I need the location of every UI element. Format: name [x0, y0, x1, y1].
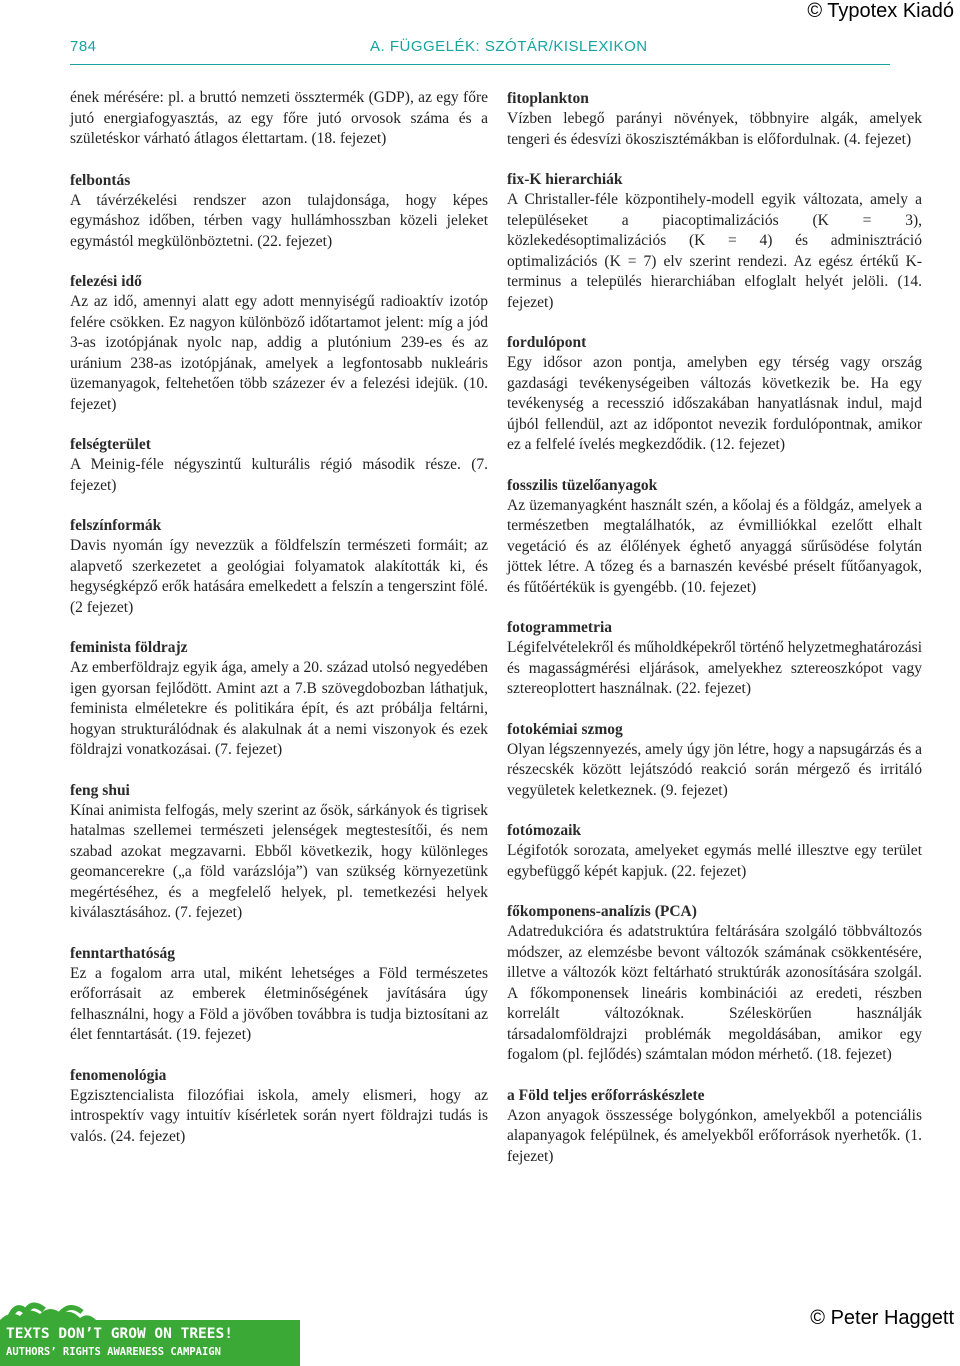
- glossary-entry: [507, 719, 922, 802]
- entry-definition: Az üzemanyagként használt szén, a kőolaj és a földgáz, amelyek a természetben megtalálhatók, az évmilliókkal ezelőtt elhalt vegetáció és az élőlények éghető anyaggá sűrűsödése folytán jöttek létre. A tőzeg és a barnaszén kevésbé préselt fűtőanyagok, és fűtőértékük is gyengébb. (10. fejezet): [507, 496, 922, 596]
- entry-term: fenntarthatóság: [70, 944, 176, 962]
- glossary-entry: [507, 1085, 922, 1168]
- page-header: [70, 36, 890, 65]
- entry-definition: ének mérésére: pl. a bruttó nemzeti össztermék (GDP), az egy főre jutó energiafogyasztás, az egy főre jutó orvosok száma és a születéskor várható átlagos élettartam. (18. fejezet): [70, 89, 488, 147]
- entry-definition: Olyan légszennyezés, amely úgy jön létre, hogy a napsugárzás és a részecskék között lejátszódó reakció során mérgező és irritáló vegyületek keletkeznek. (9. fejezet): [507, 740, 922, 799]
- glossary-entry: [70, 271, 488, 415]
- entry-term: felségterület: [70, 436, 151, 453]
- copyright-notice-bottom: © Peter Haggett: [810, 1307, 954, 1329]
- entry-term: fordulópont: [507, 334, 587, 351]
- entry-term: a Föld teljes erőforráskészlete: [507, 1086, 705, 1104]
- entry-definition: A Meinig-féle négyszintű kulturális régió második része. (7. fejezet): [70, 456, 488, 494]
- glossary-entry: [507, 820, 922, 882]
- entry-term: feminista földrajz: [70, 639, 188, 656]
- entry-term: fitoplankton: [507, 90, 589, 107]
- entry-term: fotogrammetria: [507, 619, 613, 636]
- glossary-entry: [507, 169, 922, 313]
- entry-definition: Vízben lebegő parányi növények, többnyire algák, amelyek tengeri és édesvízi ökoszisztémákban is előfordulnak. (4. fejezet): [507, 110, 922, 148]
- right-column: [507, 88, 922, 1186]
- entry-term: felezési idő: [70, 273, 142, 290]
- glossary-entry: [70, 780, 488, 924]
- entry-term: fenomenológia: [70, 1066, 167, 1084]
- page-number: 784: [70, 38, 97, 55]
- glossary-entry: [507, 88, 922, 150]
- glossary-entry: [70, 943, 488, 1046]
- entry-definition: Az az idő, amennyi alatt egy adott mennyiségű radioaktív izotóp felére csökken. Ez nagyon különböző időtartamot jelent: míg a jód 3-as izotópjának nyolc nap, addig a plutónium 239-es és az uránium 238-as izotópjának, amelyek a legfontosabb nukleáris üzemanyagok, feltehetően több százezer év a felezési idejük. (10. fejezet): [70, 293, 488, 413]
- entry-term: felszínformák: [70, 517, 162, 534]
- entry-definition: Adatredukcióra és adatstruktúra feltárására szolgáló többváltozós módszer, az elemzésbe bevont változók számának csökkentésére, illetve a változók közt feltárható struktúrák azonosítására szolgál. A főkomponensek lineáris kombinációi az eredeti, részben korrelált változóknak. Széleskörűen használják társadalomföldrajzi problémák megoldásában, amikor egy fogalom (pl. fejlődés) számtalan módon mérhető. (18. fejezet): [507, 923, 922, 1063]
- entry-definition: Davis nyomán így nevezzük a földfelszín természeti formáit; az alapvető szerkezetet a geológiai folyamatok alakították ki, és hegységképző erők hatására emelkedett a felszín a tengerszint fölé. (2 fejezet): [70, 537, 488, 616]
- entry-definition: Az emberföldrajz egyik ága, amely a 20. század utolsó negyedében igen gyorsan fejlődött. Amint azt a 7.B szövegdobozban láthatjuk, feminista elméletekre és politikára épít, és azt próbálja feltárni, hogyan strukturálódnak és alakulnak át a nemi viszonyok és ezek földrajzi vonatkozásai. (7. fejezet): [70, 659, 488, 758]
- entry-definition: A távérzékelési rendszer azon tulajdonsága, hogy képes egymáshoz időben, térben vagy hullámhosszban közeli jeleket egymástól megkülönböztetni. (22. fejezet): [70, 191, 488, 250]
- entry-term: fosszilis tüzelőanyagok: [507, 476, 658, 494]
- glossary-entry: [507, 332, 922, 456]
- entry-definition: A Christaller-féle központihely-modell egyik változata, amely a településeket a piacoptimalizációs (K = 3), közlekedésoptimalizációs (K = 4) és adminisztráció optimalizációs (K = 7) elv szerint rendezi. Az egész értékű K-terminus a település hierarchiában elfoglalt helyét jelöli. (14. fejezet): [507, 191, 922, 311]
- entry-definition: Ez a fogalom arra utal, miként lehetséges a Föld természetes erőforrásait az emberek életminőségének javítására úgy felhasználni, hogy a Föld a jövőben továbbra is tudja biztosítani az élet fenntartását. (19. fejezet): [70, 964, 488, 1043]
- glossary-entry: [70, 515, 488, 618]
- glossary-entry: [507, 617, 922, 700]
- running-title: A. FÜGGELÉK: SZÓTÁR/KISLEXIKON: [370, 38, 648, 55]
- continuation-text: [70, 88, 488, 150]
- entry-definition: Kínai animista felfogás, mely szerint az ősök, sárkányok és tigrisek hatalmas szellemei természeti jelenségek megtestesítői, és nem szabad azokat megzavarni. Ebből következik, hogy különleges geomancerekre („a föld varázslója”) van szükség környezetünk megértéséhez, és a megfelelő helyek, pl. temetkezési helyek kiválasztásához. (7. fejezet): [70, 801, 488, 921]
- glossary-entry: [70, 434, 488, 496]
- entry-definition: Azon anyagok összessége bolygónkon, amelyekből a potenciális alapanyagok felépülnek, és amelyekből erőforrások nyerhetők. (1. fejezet): [507, 1106, 922, 1165]
- entry-term: fotokémiai szmog: [507, 720, 623, 738]
- entry-term: fix-K hierarchiák: [507, 171, 623, 188]
- banner-subtitle: AUTHORS’ RIGHTS AWARENESS CAMPAIGN: [6, 1346, 221, 1358]
- copyright-notice-top: © Typotex Kiadó: [807, 0, 954, 22]
- entry-term: fotómozaik: [507, 822, 582, 839]
- entry-definition: Egy idősor azon pontja, amelyben egy térség vagy ország gazdasági tevékenységeiben változás következik be. Ha egy tevékenység a recesszió időszakában hanyatlásnak indul, majd újból fellendül, azt az időpontot nevezik fordulópontnak, amikor ez a felfelé ívelés megkezdődik. (12. fejezet): [507, 354, 922, 453]
- left-column: [70, 88, 488, 1166]
- entry-definition: Légifotók sorozata, amelyeket egymás mellé illesztve egy terület egybefüggő képét kapjuk. (22. fejezet): [507, 842, 922, 880]
- entry-term: feng shui: [70, 781, 130, 799]
- entry-term: felbontás: [70, 171, 131, 189]
- glossary-entry: [70, 1065, 488, 1148]
- banner-title: TEXTS DON’T GROW ON TREES!: [6, 1326, 233, 1342]
- glossary-entry: [70, 637, 488, 761]
- entry-definition: Légifelvételekről és műholdképekről történő helyzetmeghatározási és magasságmérési eljárások, amelyekhez sztereoszkópot vagy sztereoplottert használnak. (22. fejezet): [507, 639, 922, 697]
- glossary-entry: [507, 475, 922, 599]
- entry-term: főkomponens-analízis (PCA): [507, 903, 697, 920]
- entry-definition: Egzisztencialista filozófiai iskola, amely elismeri, hogy az introspektív vagy intuitív kísérletek során nyert földrajzi tudás is valós. (24. fejezet): [70, 1086, 488, 1145]
- glossary-entry: [70, 170, 488, 253]
- glossary-entry: [507, 901, 922, 1066]
